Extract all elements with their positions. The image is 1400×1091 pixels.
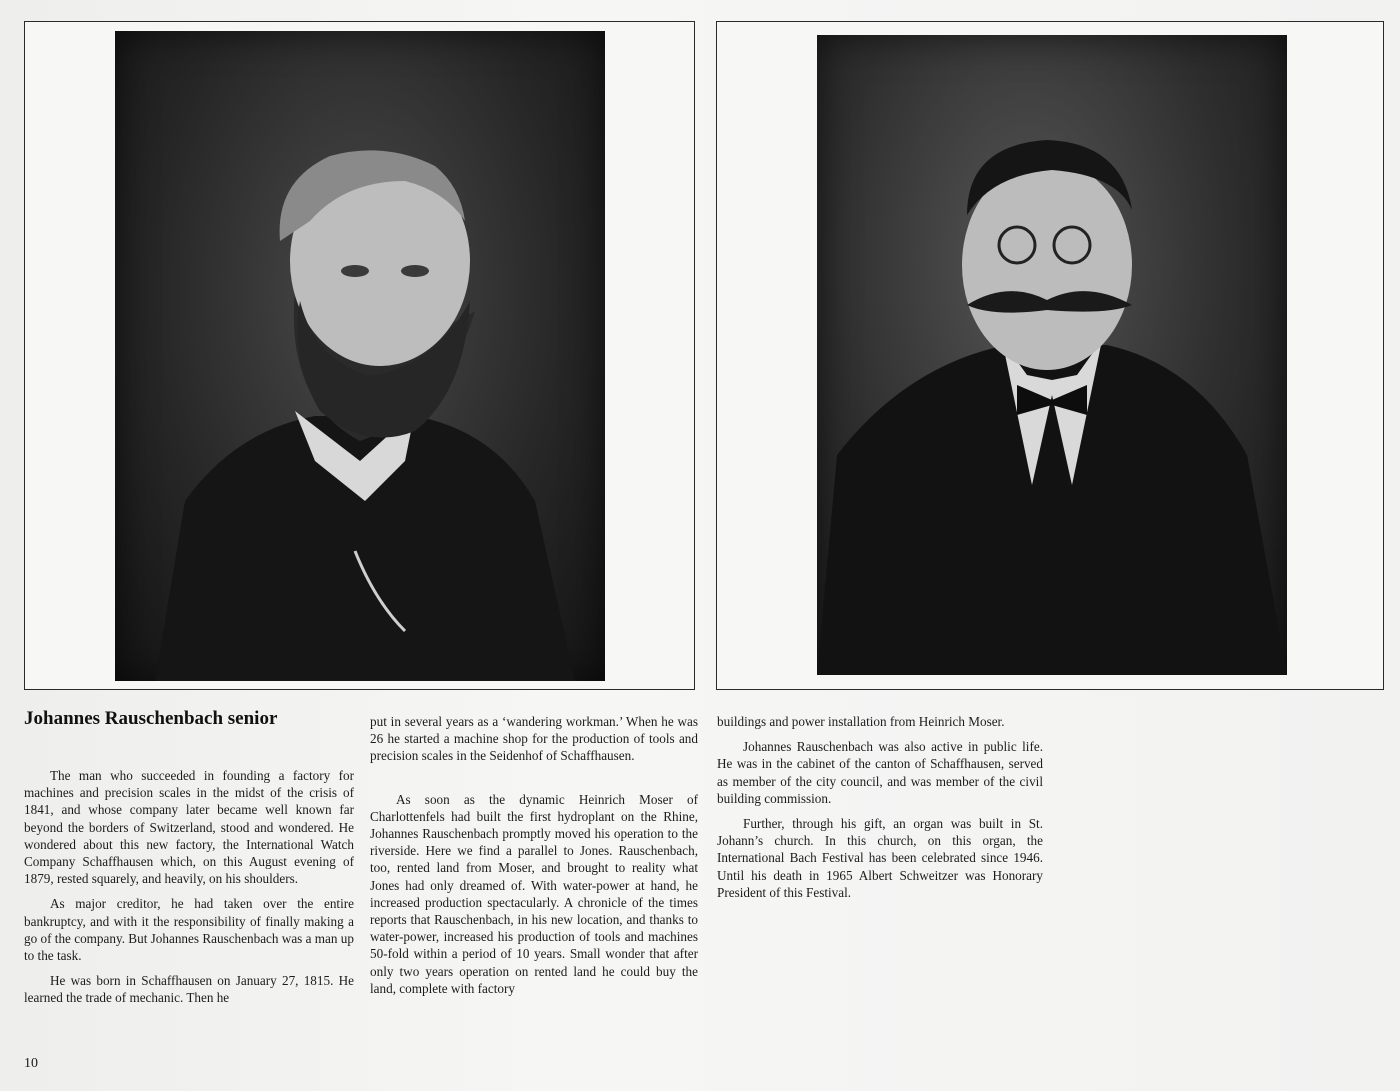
text-column-3 xyxy=(717,713,1043,909)
paragraph: put in several years as a ‘wandering workman.’ When he was 26 he started a machine shop for the production of tools and precision scales in the Seidenhof of Schaffhausen. xyxy=(370,714,698,764)
paragraph: Further, through his gift, an organ was built in St. Johann’s church. In this church, on this organ, the International Bach Festival has been celebrated since 1946. Until his death in 1965 Albert Schweitzer was Honorary President of this Festival. xyxy=(717,816,1043,900)
paragraph: Johannes Rauschenbach was also active in public life. He was in the cabinet of the canton of Schaffhausen, served as member of the city council, and was member of the civil building commission. xyxy=(717,739,1043,806)
page-number: 10 xyxy=(24,1056,38,1071)
section-heading: Johannes Rauschenbach senior xyxy=(24,708,278,729)
column-spacer xyxy=(370,773,698,791)
paragraph: As major creditor, he had taken over the entire bankruptcy, and with it the responsibility of finally making a go of the company. But Johannes Rauschenbach was a man up to the task. xyxy=(24,896,354,964)
photo-frame-right xyxy=(716,21,1384,690)
text-column-2 xyxy=(370,713,698,1005)
paragraph: He was born in Schaffhausen on January 27, 1815. He learned the trade of mechanic. Then he xyxy=(24,973,354,1006)
portrait-bearded-man-image xyxy=(115,31,605,681)
paragraph: buildings and power installation from Heinrich Moser. xyxy=(717,714,1005,729)
text-column-1 xyxy=(24,767,354,1015)
paragraph: As soon as the dynamic Heinrich Moser of Charlottenfels had built the first hydroplant on the Rhine, Johannes Rauschenbach promptly moved his operation to the riverside. Here we find a parallel to Jones. Rauschenbach, too, rented land from Moser, and brought to reality what Jones had only dreamed of. With water-power at hand, he increased production spectacularly. A chronicle of the times reports that Rauschenbach, in his new location, and thanks to water-power, increased his production of tools and machines 50-fold within a period of 10 years. Small wonder that after only two years operation on rented land he could buy the land, complete with factory xyxy=(370,791,698,996)
photo-frame-left xyxy=(24,21,695,690)
paragraph: The man who succeeded in founding a factory for machines and precision scales in the midst of the crisis of 1841, and whose company later became well known far beyond the borders of Switzerland, stood and wondered. He wondered about this new factory, the International Watch Company Schaffhausen which, on this August evening of 1879, rested squarely, and heavily, on his shoulders. xyxy=(24,768,354,887)
portrait-mustached-man-image xyxy=(817,35,1287,675)
